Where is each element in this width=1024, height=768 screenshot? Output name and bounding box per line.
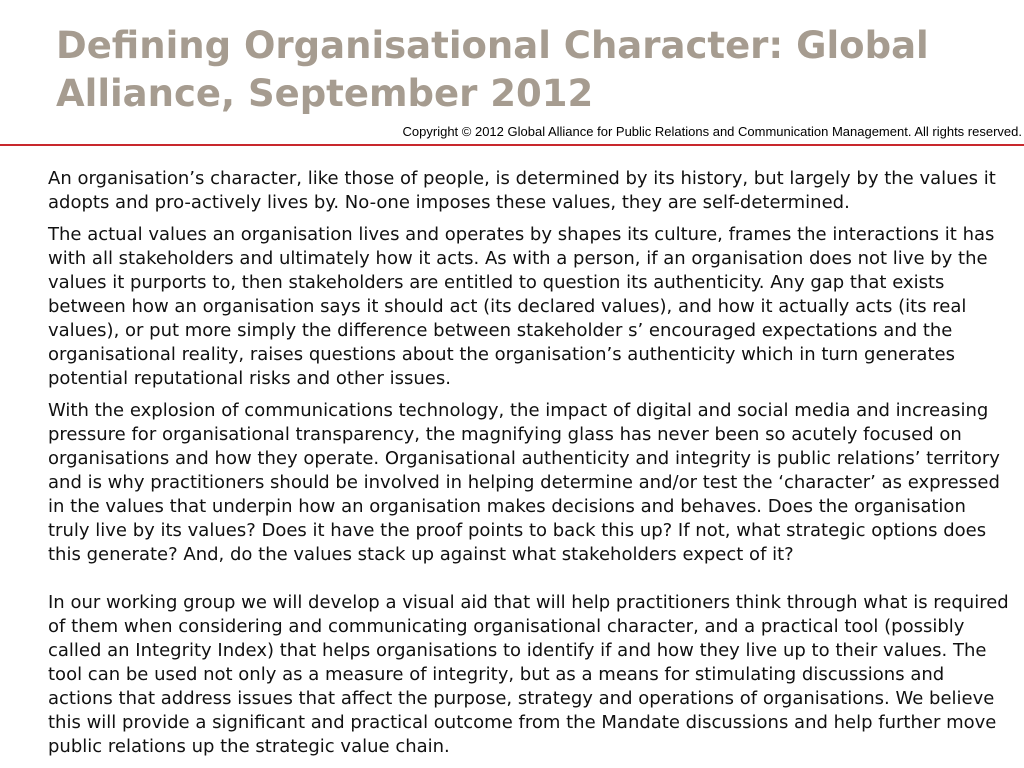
body-paragraph-2: The actual values an organisation lives and operates by shapes its culture, frames the interactions it has with all stakeholders and ultimately how it acts. As with a person, if an organisation does not live by the values it purports to, then stakeholders are entitled to question its authenticity. Any gap that exists between how an organisation says it should act (its declared values), and how it actually acts (its real values), or put more simply the difference between stakeholder s’ encouraged expectations and the organisational reality, raises questions about the organisation’s authenticity which in turn generates potential reputational risks and other issues. [48,224,995,389]
body-paragraph-1: An organisation’s character, like those of people, is determined by its history, but largely by the values it adopts and pro-actively lives by. No-one imposes these values, they are self-determined. [48,168,996,213]
slide-body [48,167,1012,767]
body-paragraph-4: In our working group we will develop a visual aid that will help practitioners think through what is required of them when considering and communicating organisational character, and a practical tool (possibly called an Integrity Index) that helps organisations to identify if and how they live up to their values. The tool can be used not only as a measure of integrity, but as a means for stimulating discussions and actions that address issues that affect the purpose, strategy and operations of organisations. We believe this will provide a significant and practical outcome from the Mandate discussions and help further move public relations up the strategic value chain. [48,592,1009,757]
body-paragraph-3: With the explosion of communications technology, the impact of digital and social media and increasing pressure for organisational transparency, the magnifying glass has never been so acutely focused on organisations and how they operate. Organisational authenticity and integrity is public relations’ territory and is why practitioners should be involved in helping determine and/or test the ‘character’ as expressed in the values that underpin how an organisation makes decisions and behaves. Does the organisation truly live by its values? Does it have the proof points to back this up? If not, what strategic options does this generate? And, do the values stack up against what stakeholders expect of it? [48,400,1000,565]
title-divider [0,144,1024,146]
slide-title: Defining Organisational Character: Global Alliance, September 2012 [56,24,929,115]
copyright-notice: Copyright © 2012 Global Alliance for Public Relations and Communication Management. All rights reserved. [402,124,1022,139]
